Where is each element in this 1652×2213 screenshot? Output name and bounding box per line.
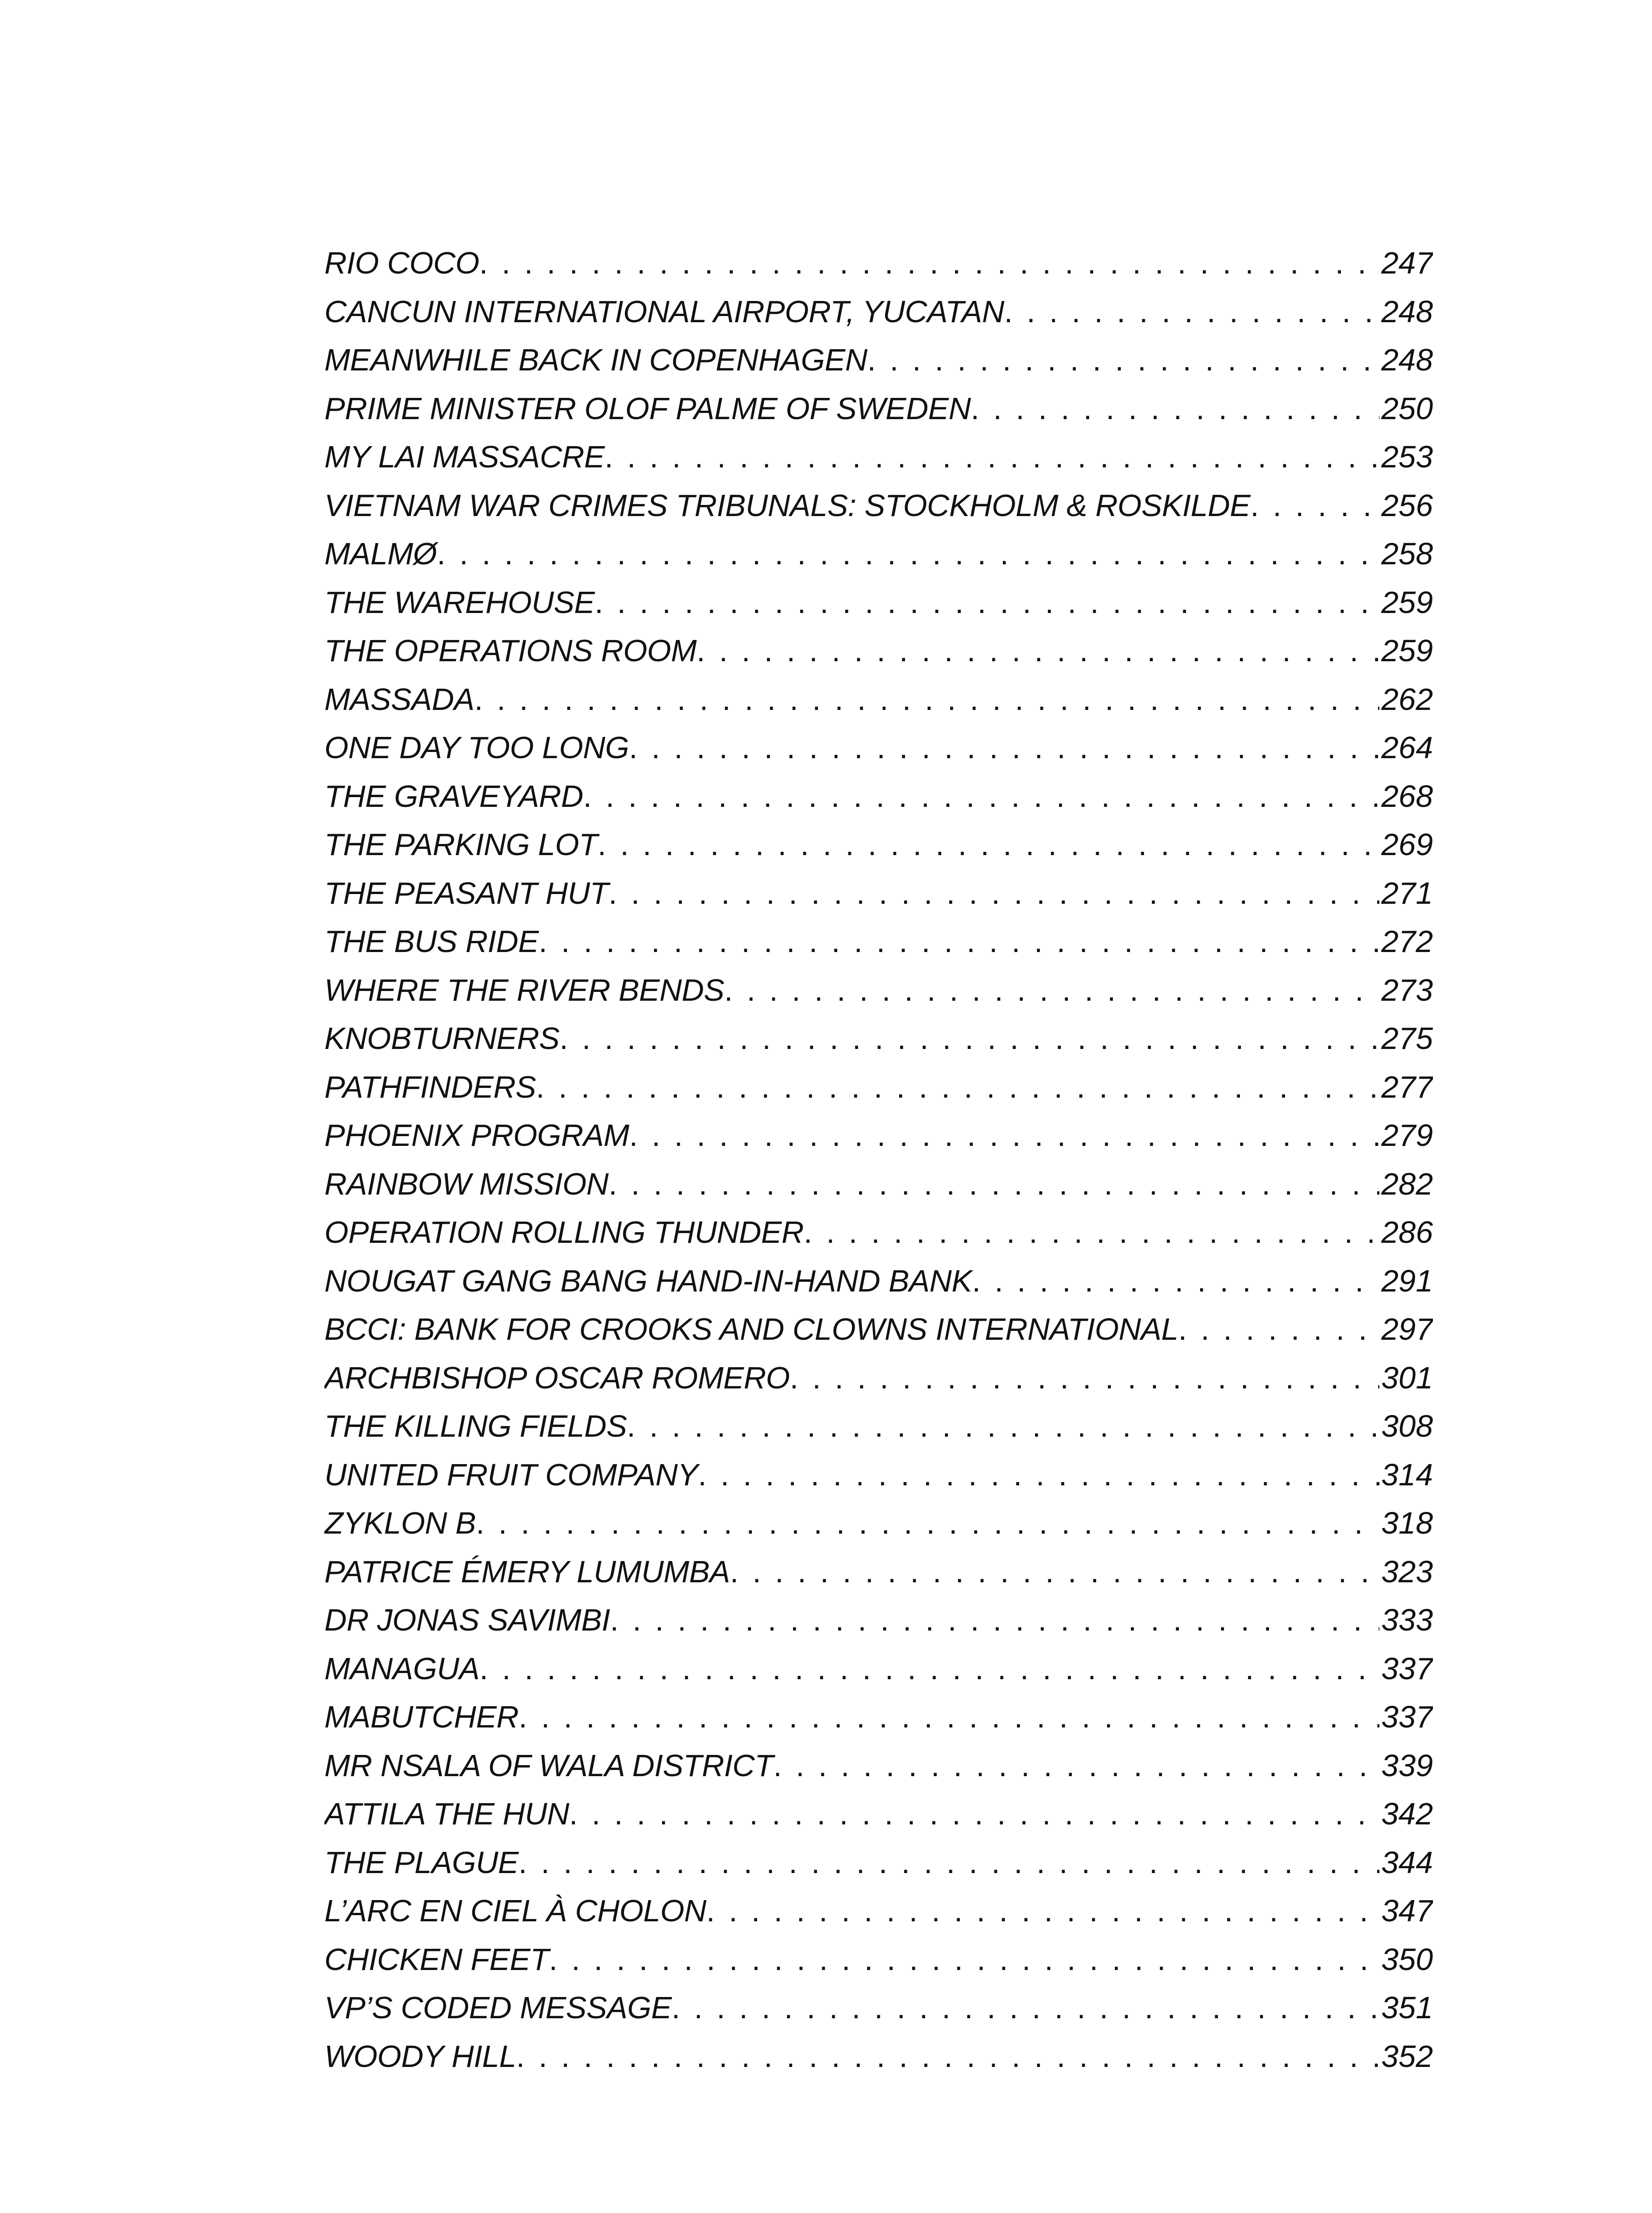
toc-entry-page: 247 (1381, 246, 1433, 280)
toc-entry[interactable] (324, 1839, 1433, 1887)
toc-entry[interactable] (324, 1014, 1433, 1063)
toc-entry-page: 347 (1381, 1893, 1433, 1928)
dot-leader (1250, 482, 1379, 530)
toc-entry[interactable] (324, 1257, 1433, 1306)
toc-entry-page: 297 (1381, 1312, 1433, 1346)
dot-leader (539, 918, 1379, 966)
toc-entry-page: 253 (1381, 440, 1433, 474)
dot-leader (474, 675, 1379, 724)
dot-leader (672, 1984, 1380, 2032)
toc-entry-page: 323 (1381, 1554, 1433, 1589)
toc-entry[interactable] (324, 1063, 1433, 1112)
dot-leader (583, 772, 1379, 821)
toc-entry-title: WHERE THE RIVER BENDS (324, 972, 724, 1007)
toc-entry[interactable] (324, 1402, 1433, 1451)
dot-leader (698, 1451, 1379, 1500)
toc-entry-page: 269 (1381, 827, 1433, 862)
toc-entry[interactable] (324, 288, 1433, 336)
dot-leader (629, 724, 1379, 772)
toc-entry-page: 339 (1381, 1748, 1433, 1783)
dot-leader (518, 1839, 1379, 1887)
toc-entry-page: 248 (1381, 294, 1433, 329)
dot-leader (519, 1693, 1379, 1742)
toc-entry-page: 301 (1381, 1360, 1433, 1395)
toc-entry-title: WOODY HILL (324, 2039, 516, 2074)
toc-entry-page: 250 (1381, 391, 1433, 426)
toc-entry[interactable] (324, 869, 1433, 918)
toc-entry-title: THE BUS RIDE (324, 924, 539, 959)
dot-leader (597, 821, 1379, 869)
toc-entry[interactable] (324, 1887, 1433, 1935)
toc-entry-title: ATTILA THE HUN (324, 1797, 570, 1831)
toc-entry-page: 258 (1381, 536, 1433, 571)
toc-entry-title: BCCI: BANK FOR CROOKS AND CLOWNS INTERNATIONAL (324, 1312, 1178, 1346)
toc-entry-title: NOUGAT GANG BANG HAND-IN-HAND BANK (324, 1263, 972, 1298)
dot-leader (595, 578, 1380, 627)
toc-entry-title: PRIME MINISTER OLOF PALME OF SWEDEN (324, 391, 971, 426)
toc-entry-page: 277 (1381, 1069, 1433, 1104)
toc-entry-title: RIO COCO (324, 246, 479, 280)
toc-entry-title: MY LAI MASSACRE (324, 440, 605, 474)
toc-entry-title: PATHFINDERS (324, 1069, 536, 1104)
toc-entry-page: 337 (1381, 1700, 1433, 1734)
toc-entry-page: 314 (1381, 1457, 1433, 1492)
toc-entry-page: 291 (1381, 1263, 1433, 1298)
toc-entry[interactable] (324, 433, 1433, 482)
toc-entry[interactable] (324, 1305, 1433, 1354)
toc-entry-page: 337 (1381, 1651, 1433, 1686)
dot-leader (608, 869, 1379, 918)
dot-leader (724, 966, 1380, 1015)
toc-entry[interactable] (324, 821, 1433, 869)
toc-entry-page: 275 (1381, 1021, 1433, 1056)
toc-entry[interactable] (324, 675, 1433, 724)
toc-entry[interactable] (324, 1984, 1433, 2032)
toc-entry-page: 333 (1381, 1603, 1433, 1637)
toc-entry[interactable] (324, 1499, 1433, 1548)
toc-entry-page: 352 (1381, 2039, 1433, 2074)
toc-entry[interactable] (324, 1790, 1433, 1839)
dot-leader (569, 1790, 1379, 1839)
toc-entry[interactable] (324, 482, 1433, 530)
dot-leader (608, 1160, 1379, 1209)
toc-entry-page: 286 (1381, 1215, 1433, 1249)
toc-entry-title: ZYKLON B (324, 1506, 476, 1540)
toc-entry[interactable] (324, 530, 1433, 578)
toc-entry-title: DR JONAS SAVIMBI (324, 1603, 610, 1637)
dot-leader (697, 627, 1379, 675)
toc-entry-title: RAINBOW MISSION (324, 1166, 608, 1201)
toc-entry[interactable] (324, 1208, 1433, 1257)
dot-leader (790, 1354, 1380, 1403)
dot-leader (479, 1645, 1379, 1693)
toc-entry-page: 256 (1381, 488, 1433, 523)
toc-entry-title: THE PLAGUE (324, 1845, 519, 1880)
toc-entry-title: THE WAREHOUSE (324, 585, 595, 620)
toc-entry-title: ONE DAY TOO LONG (324, 730, 629, 765)
dot-leader (605, 433, 1379, 482)
dot-leader (437, 530, 1379, 578)
toc-entry-page: 308 (1381, 1409, 1433, 1443)
toc-entry-title: MR NSALA OF WALA DISTRICT (324, 1748, 774, 1783)
toc-entry[interactable] (324, 385, 1433, 433)
toc-entry-title: MEANWHILE BACK IN COPENHAGEN (324, 343, 867, 377)
table-of-contents (324, 239, 1433, 2081)
toc-entry[interactable] (324, 966, 1433, 1015)
toc-entry-page: 342 (1381, 1797, 1433, 1831)
toc-entry[interactable] (324, 724, 1433, 772)
dot-leader (476, 1499, 1379, 1548)
toc-entry[interactable] (324, 1548, 1433, 1596)
dot-leader (804, 1208, 1379, 1257)
toc-entry[interactable] (324, 627, 1433, 675)
toc-entry[interactable] (324, 1596, 1433, 1645)
dot-leader (559, 1014, 1379, 1063)
dot-leader (972, 1257, 1380, 1306)
toc-entry-page: 272 (1381, 924, 1433, 959)
toc-entry[interactable] (324, 1742, 1433, 1790)
toc-entry-title: KNOBTURNERS (324, 1021, 560, 1056)
toc-entry-title: L’ARC EN CIEL À CHOLON (324, 1893, 706, 1928)
dot-leader (867, 336, 1379, 385)
dot-leader (730, 1548, 1380, 1596)
toc-entry-page: 264 (1381, 730, 1433, 765)
toc-entry-page: 282 (1381, 1166, 1433, 1201)
dot-leader (479, 239, 1379, 288)
toc-entry-page: 344 (1381, 1845, 1433, 1880)
dot-leader (536, 1063, 1379, 1112)
toc-entry-title: THE KILLING FIELDS (324, 1409, 627, 1443)
toc-entry[interactable] (324, 1645, 1433, 1693)
toc-entry[interactable] (324, 1160, 1433, 1209)
toc-entry-page: 259 (1381, 585, 1433, 620)
toc-entry-title: MASSADA (324, 682, 474, 717)
toc-entry-page: 262 (1381, 682, 1433, 717)
toc-entry-title: THE GRAVEYARD (324, 779, 583, 813)
dot-leader (706, 1887, 1379, 1935)
dot-leader (627, 1402, 1379, 1451)
toc-entry[interactable] (324, 336, 1433, 385)
toc-entry-title: ARCHBISHOP OSCAR ROMERO (324, 1360, 790, 1395)
toc-entry-page: 279 (1381, 1118, 1433, 1153)
dot-leader (773, 1742, 1379, 1790)
toc-entry-title: OPERATION ROLLING THUNDER (324, 1215, 804, 1249)
toc-entry-title: MANAGUA (324, 1651, 480, 1686)
toc-entry[interactable] (324, 1354, 1433, 1403)
toc-entry[interactable] (324, 578, 1433, 627)
toc-entry-page: 259 (1381, 633, 1433, 668)
toc-entry-page: 271 (1381, 875, 1433, 910)
toc-entry-page: 351 (1381, 1990, 1433, 2025)
toc-entry-title: CANCUN INTERNATIONAL AIRPORT, YUCATAN (324, 294, 1005, 329)
toc-entry-title: MALMØ (324, 536, 437, 571)
dot-leader (516, 2032, 1379, 2081)
dot-leader (971, 385, 1380, 433)
toc-entry[interactable] (324, 1935, 1433, 1984)
dot-leader (549, 1935, 1379, 1984)
toc-entry[interactable] (324, 772, 1433, 821)
toc-entry-title: UNITED FRUIT COMPANY (324, 1457, 698, 1492)
toc-entry[interactable] (324, 239, 1433, 288)
toc-entry[interactable] (324, 1111, 1433, 1160)
dot-leader (1178, 1305, 1379, 1354)
toc-entry-page: 268 (1381, 779, 1433, 813)
toc-entry-title: PATRICE ÉMERY LUMUMBA (324, 1554, 730, 1589)
toc-entry[interactable] (324, 918, 1433, 966)
toc-entry[interactable] (324, 1693, 1433, 1742)
toc-entry-page: 350 (1381, 1942, 1433, 1977)
toc-entry-page: 273 (1381, 972, 1433, 1007)
toc-entry-title: THE OPERATIONS ROOM (324, 633, 697, 668)
dot-leader (610, 1596, 1379, 1645)
dot-leader (1004, 288, 1379, 336)
toc-entry[interactable] (324, 1451, 1433, 1500)
toc-entry-title: VP’S CODED MESSAGE (324, 1990, 672, 2025)
toc-entry[interactable] (324, 2032, 1433, 2081)
toc-entry-title: VIETNAM WAR CRIMES TRIBUNALS: STOCKHOLM & ROSKILDE (324, 488, 1251, 523)
toc-entry-title: CHICKEN FEET (324, 1942, 549, 1977)
toc-entry-page: 318 (1381, 1506, 1433, 1540)
toc-entry-title: MABUTCHER (324, 1700, 519, 1734)
toc-entry-title: PHOENIX PROGRAM (324, 1118, 629, 1153)
dot-leader (629, 1111, 1379, 1160)
toc-entry-page: 248 (1381, 343, 1433, 377)
toc-entry-title: THE PEASANT HUT (324, 875, 609, 910)
toc-entry-title: THE PARKING LOT (324, 827, 598, 862)
